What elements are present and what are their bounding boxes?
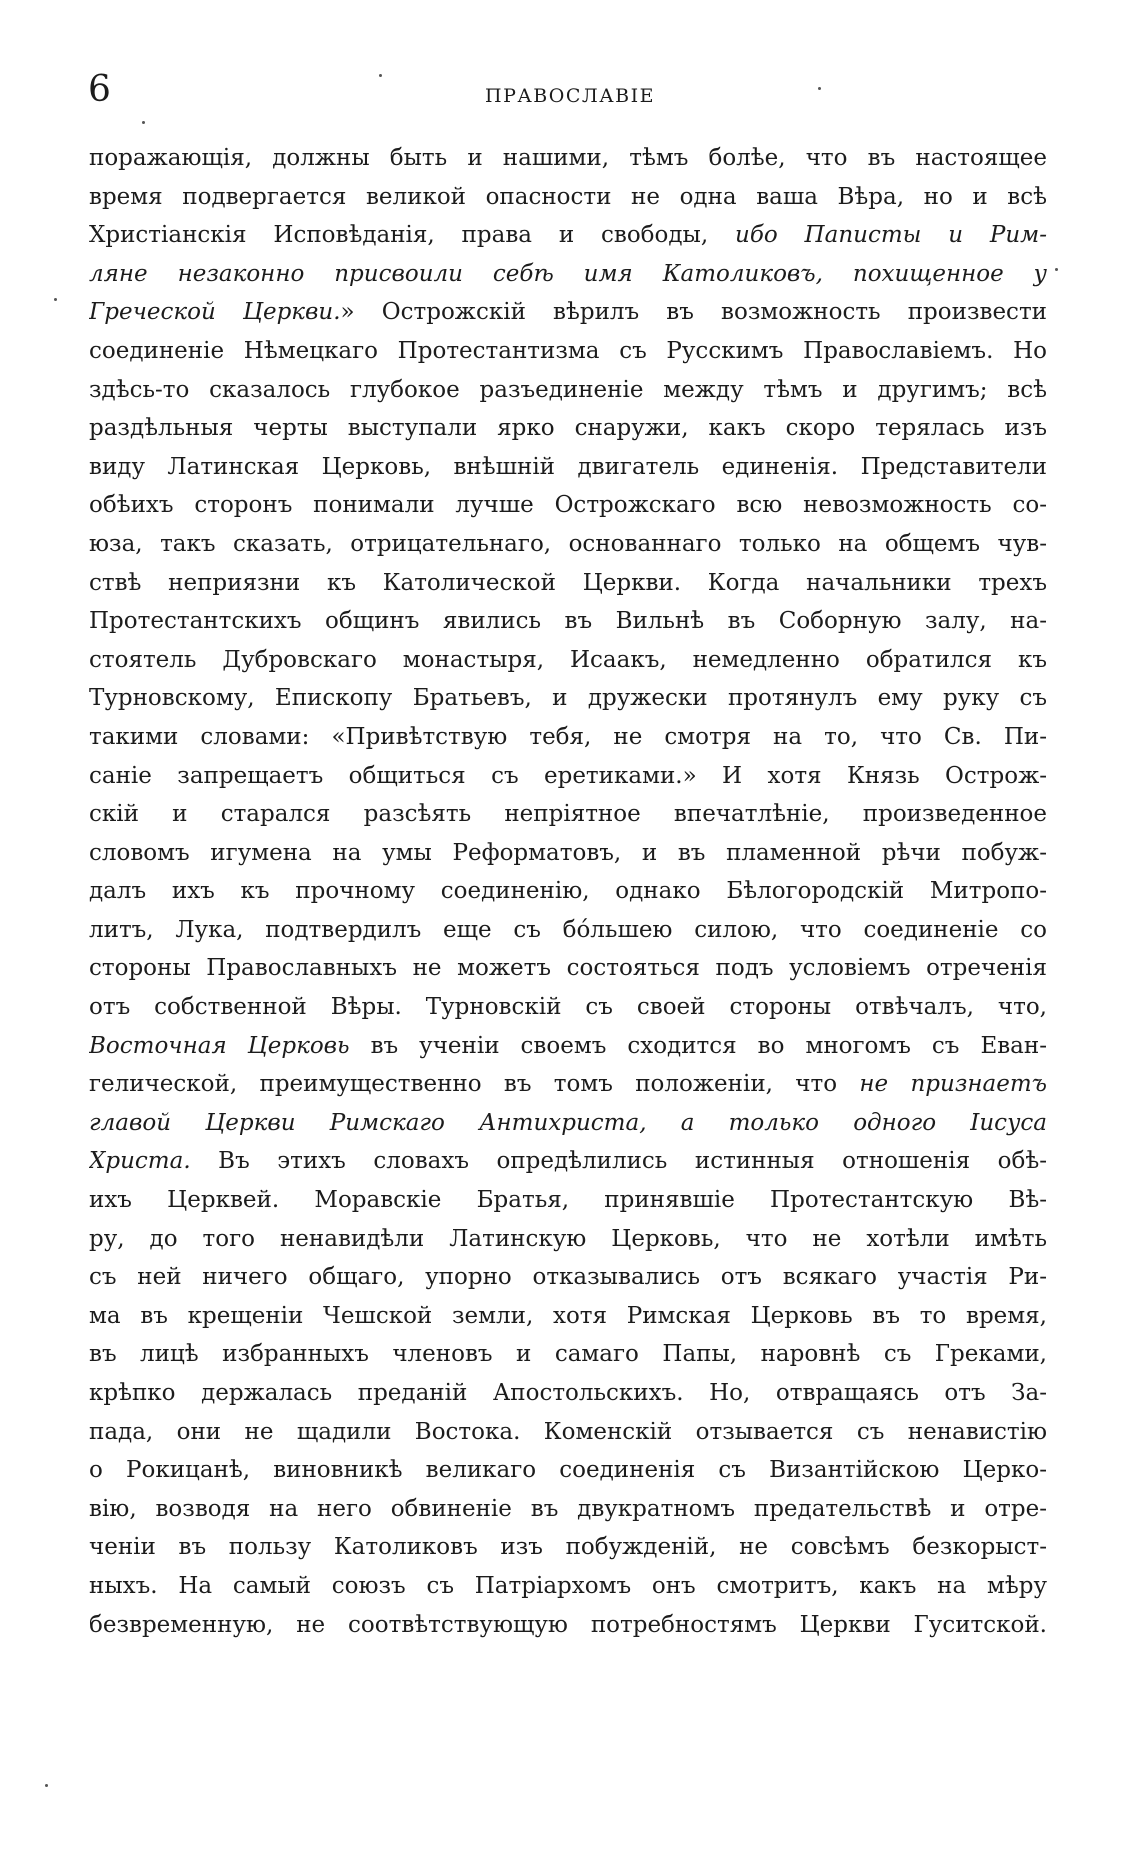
running-head: ПРАВОСЛАВІЕ (485, 85, 655, 107)
text-segment: Христіанскія Исповѣданія, права и свободы, (89, 222, 735, 249)
text-line (89, 1528, 1047, 1567)
text-segment: поражающія, должны быть и нашими, тѣмъ болѣе, что въ настоящее (89, 145, 1047, 171)
scan-speck (1055, 268, 1058, 271)
text-segment: ихъ Церквей. Моравскіе Братья, принявшіе Протестантскую Вѣ- (89, 1187, 1047, 1214)
scan-speck (45, 1784, 48, 1787)
text-line (89, 641, 1047, 680)
italic-text-segment: главой Церкви Римскаго Антихриста, а только одного Іисуса (89, 1109, 1047, 1136)
text-segment: обѣихъ сторонъ понимали лучше Острожскаго всю невозможность со- (89, 492, 1047, 519)
text-segment: безвременную, не соотвѣтствующую потребностямъ Церкви Гуситской. (89, 1611, 1047, 1638)
text-segment: ствѣ неприязни къ Католической Церкви. Когда начальники трехъ (89, 569, 1047, 596)
text-line (89, 216, 1047, 255)
text-segment: ныхъ. На самый союзъ съ Патріархомъ онъ смотритъ, какъ на мѣру (89, 1572, 1047, 1599)
text-segment: Турновскому, Епископу Братьевъ, и дружески протянулъ ему руку съ (89, 685, 1047, 712)
text-line (89, 757, 1047, 796)
text-segment: здѣсь-то сказалось глубокое разъединеніе между тѣмъ и другимъ; всѣ (89, 376, 1047, 403)
scan-speck (818, 87, 821, 90)
text-segment: съ ней ничего общаго, упорно отказывались отъ всякаго участія Ри- (89, 1264, 1047, 1291)
text-line (89, 178, 1047, 217)
text-segment: саніе запрещаетъ общиться съ еретиками.» И хотя Князь Острож- (89, 762, 1047, 789)
text-segment: литъ, Лука, подтвердилъ еще съ бóльшею силою, что соединеніе со (89, 916, 1047, 943)
text-segment: словомъ игумена на умы Реформатовъ, и въ пламенной рѣчи побуж- (89, 839, 1047, 866)
text-line (89, 1413, 1047, 1452)
text-line (89, 949, 1047, 988)
text-line (89, 1065, 1047, 1104)
text-line (89, 1258, 1047, 1297)
text-segment: ченіи въ пользу Католиковъ изъ побужденій, не совсѣмъ безкорыст- (89, 1534, 1047, 1561)
text-line (89, 1220, 1047, 1259)
scan-speck (379, 74, 382, 77)
text-line (89, 448, 1047, 487)
text-segment: соединеніе Нѣмецкаго Протестантизма съ Русскимъ Православіемъ. Но (89, 337, 1047, 364)
text-segment: » Острожскій вѣрилъ въ возможность произвести (340, 299, 1047, 326)
text-segment: время подвергается великой опасности не одна ваша Вѣра, но и всѣ (89, 183, 1047, 210)
text-segment: крѣпко держалась преданій Апостольскихъ. Но, отвращаясь отъ За- (89, 1380, 1047, 1406)
text-line (89, 1142, 1047, 1181)
scan-speck (54, 298, 57, 301)
text-segment: пада, они не щадили Востока. Коменскій отзывается съ ненавистію (89, 1418, 1047, 1445)
text-line (89, 564, 1047, 603)
text-segment: о Рокицанѣ, виновникѣ великаго соединенія съ Византійскою Церко- (89, 1457, 1047, 1484)
italic-text-segment: ляне незаконно присвоили себѣ имя Католиковъ, похищенное у (89, 260, 1047, 287)
text-line (89, 371, 1047, 410)
text-line (89, 255, 1047, 294)
text-line (89, 293, 1047, 332)
text-line (89, 409, 1047, 448)
text-segment: виду Латинская Церковь, внѣшній двигатель единенія. Представители (89, 453, 1047, 480)
text-line (89, 602, 1047, 641)
text-line (89, 911, 1047, 950)
text-line (89, 1606, 1047, 1645)
text-segment: Въ этихъ словахъ опредѣлились истинныя отношенія обѣ- (190, 1148, 1047, 1175)
text-segment: въ ученіи своемъ сходится во многомъ съ Еван- (349, 1032, 1047, 1059)
text-line (89, 834, 1047, 873)
text-line (89, 486, 1047, 525)
page-number: 6 (88, 69, 111, 110)
text-segment: раздѣльныя черты выступали ярко снаружи, какъ скоро терялась изъ (89, 415, 1047, 442)
text-line (89, 1451, 1047, 1490)
text-line (89, 1335, 1047, 1374)
text-segment: ру, до того ненавидѣли Латинскую Церковь, что не хотѣли имѣть (89, 1225, 1047, 1252)
text-line (89, 679, 1047, 718)
text-line (89, 872, 1047, 911)
italic-text-segment: Восточная Церковь (89, 1032, 350, 1059)
text-line (89, 332, 1047, 371)
text-segment: ма въ крещеніи Чешской земли, хотя Римская Церковь въ то время, (89, 1302, 1047, 1329)
text-line (89, 139, 1047, 178)
text-segment: скій и старался разсѣять непріятное впечатлѣніе, произведенное (89, 801, 1047, 828)
text-segment: далъ ихъ къ прочному соединенію, однако Бѣлогородскій Митропо- (89, 878, 1047, 905)
text-segment: стороны Православныхъ не можетъ состояться подъ условіемъ отреченія (89, 955, 1047, 982)
text-line (89, 1104, 1047, 1143)
italic-text-segment: Греческой Церкви. (89, 299, 341, 326)
text-line (89, 1181, 1047, 1220)
text-segment: въ лицѣ избранныхъ членовъ и самаго Папы, наровнѣ съ Греками, (89, 1341, 1047, 1368)
text-line (89, 988, 1047, 1027)
text-line (89, 1490, 1047, 1529)
text-line (89, 718, 1047, 757)
text-line (89, 1027, 1047, 1066)
text-segment: вію, возводя на него обвиненіе въ двукратномъ предательствѣ и отре- (89, 1495, 1047, 1522)
text-segment: стоятель Дубровскаго монастыря, Исаакъ, немедленно обратился къ (89, 646, 1047, 673)
text-line (89, 525, 1047, 564)
scan-speck (142, 121, 145, 124)
text-segment: гелической, преимущественно въ томъ положеніи, что (89, 1071, 860, 1098)
text-line (89, 795, 1047, 834)
text-line (89, 1374, 1047, 1413)
text-segment: юза, такъ сказать, отрицательнаго, основаннаго только на общемъ чув- (89, 530, 1047, 557)
italic-text-segment: не признаетъ (859, 1071, 1047, 1098)
text-segment: Протестантскихъ общинъ явились въ Вильнѣ въ Соборную залу, на- (89, 608, 1047, 635)
italic-text-segment: Христа. (89, 1148, 191, 1175)
text-segment: такими словами: «Привѣтствую тебя, не смотря на то, что Св. Пи- (89, 723, 1047, 750)
body-text (89, 139, 1047, 1644)
text-segment: отъ собственной Вѣры. Турновскій съ своей стороны отвѣчалъ, что, (89, 994, 1047, 1021)
text-line (89, 1297, 1047, 1336)
italic-text-segment: ибо Паписты и Рим- (735, 222, 1047, 249)
text-line (89, 1567, 1047, 1606)
